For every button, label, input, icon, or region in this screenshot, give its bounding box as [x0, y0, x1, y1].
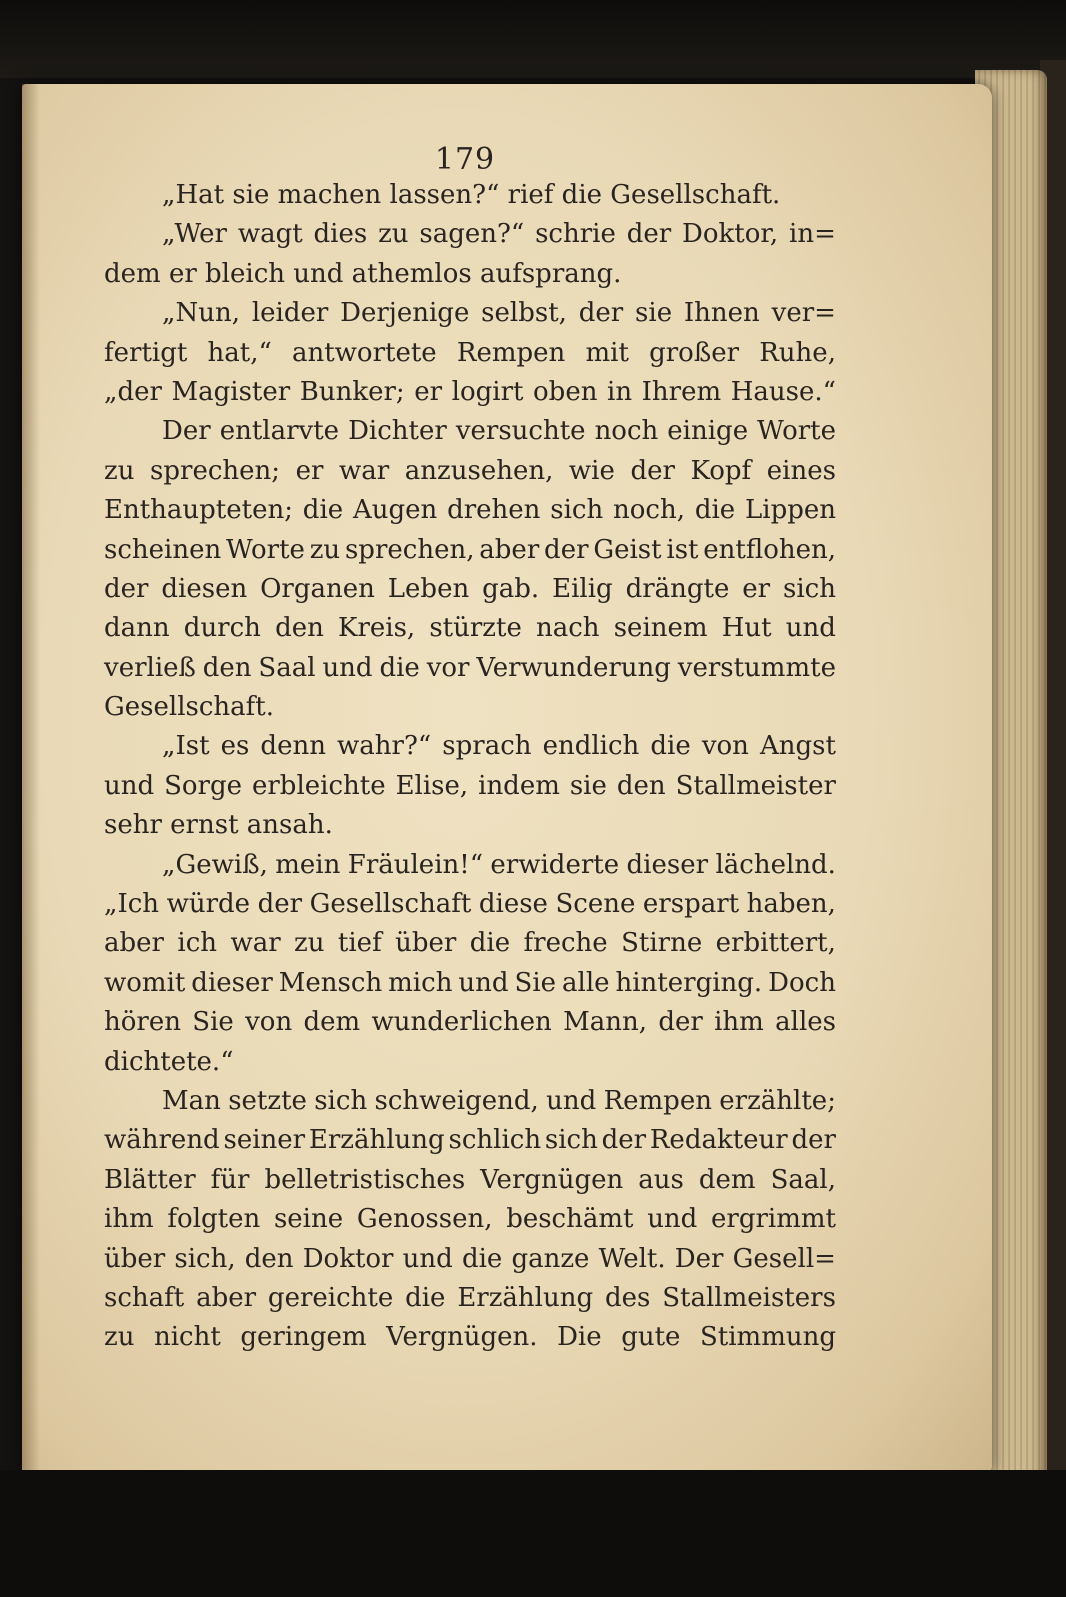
text-line: womit dieser Mensch mich und Sie alle hinterging. Doch — [104, 967, 836, 998]
text-line: über sich, den Doktor und die ganze Welt. Der Gesell= — [104, 1243, 836, 1274]
background-bottom — [0, 1470, 1066, 1597]
text-line: „der Magister Bunker; er logirt oben in Ihrem Hause.“ — [104, 376, 836, 407]
text-line: fertigt hat,“ antwortete Rempen mit großer Ruhe, — [104, 337, 836, 368]
text-line: Der entlarvte Dichter versuchte noch einige Worte — [162, 416, 836, 447]
body-text — [104, 176, 836, 1358]
text-line: scheinen Worte zu sprechen, aber der Geist ist entflohen, — [104, 534, 836, 565]
text-line: „Nun, leider Derjenige selbst, der sie Ihnen ver= — [162, 298, 836, 329]
text-line: Man setzte sich schweigend, und Rempen erzählte; — [162, 1085, 836, 1116]
text-line: aber ich war zu tief über die freche Stirne erbittert, — [104, 928, 836, 959]
text-line: während seiner Erzählung schlich sich der Redakteur der — [104, 1125, 836, 1156]
text-line: sehr ernst ansah. — [104, 810, 333, 841]
text-line: „Wer wagt dies zu sagen?“ schrie der Doktor, in= — [162, 219, 836, 250]
text-line: dann durch den Kreis, stürzte nach seinem Hut und — [104, 613, 836, 644]
text-line: „Hat sie machen lassen?“ rief die Gesellschaft. — [162, 180, 781, 210]
text-line: „Ich würde der Gesellschaft diese Scene erspart haben, — [104, 889, 836, 920]
text-line: der diesen Organen Leben gab. Eilig drängte er sich — [104, 573, 836, 604]
text-line: dichtete.“ — [104, 1046, 234, 1077]
text-line: und Sorge erbleichte Elise, indem sie den Stallmeister — [104, 770, 836, 801]
background-top — [0, 0, 1066, 78]
text-line: ihm folgten seine Genossen, beschämt und ergrimmt — [104, 1204, 836, 1235]
text-line: zu sprechen; er war anzusehen, wie der Kopf eines — [104, 455, 836, 486]
text-line: hören Sie von dem wunderlichen Mann, der ihm alles — [104, 1007, 836, 1038]
text-line: „Ist es denn wahr?“ sprach endlich die von Angst — [162, 731, 836, 762]
text-line: verließ den Saal und die vor Verwunderung verstummte — [104, 652, 836, 683]
text-line: „Gewiß, mein Fräulein!“ erwiderte dieser lächelnd. — [162, 849, 836, 880]
page-number: 179 — [434, 142, 496, 177]
page-gutter — [22, 84, 40, 1474]
text-line: dem er bleich und athemlos aufsprang. — [104, 258, 622, 289]
text-line: zu nicht geringem Vergnügen. Die gute Stimmung — [104, 1322, 836, 1353]
text-line: Blätter für belletristisches Vergnügen aus dem Saal, — [104, 1164, 836, 1195]
text-line: schaft aber gereichte die Erzählung des Stallmeisters — [104, 1282, 836, 1313]
text-line: Gesellschaft. — [104, 692, 275, 723]
text-line: Enthaupteten; die Augen drehen sich noch, die Lippen — [104, 495, 836, 526]
